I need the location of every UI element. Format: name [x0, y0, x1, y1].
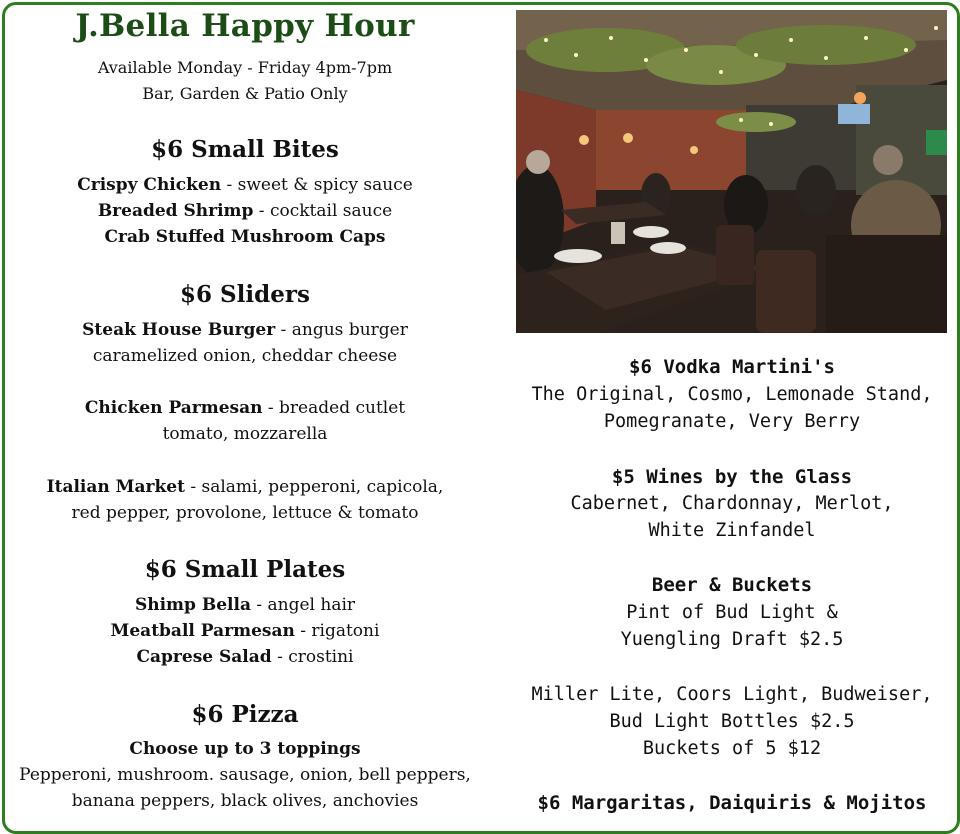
restaurant-photo	[516, 10, 947, 333]
beer-buckets: Buckets of 5 $12	[642, 738, 822, 759]
item-extra: caramelized onion, cheddar cheese	[92, 346, 398, 366]
menu-item	[0, 398, 490, 418]
item-extra: tomato, mozzarella	[162, 424, 328, 444]
availability-hours: Available Monday - Friday 4pm-7pm	[97, 58, 393, 77]
item-desc: - cocktail sauce	[253, 201, 393, 221]
menu-item	[0, 320, 490, 340]
beer-draft: Pint of Bud Light &	[626, 602, 838, 623]
item-name: Meatball Parmesan	[110, 621, 295, 641]
item-name: Shimp Bella	[134, 595, 251, 615]
item-name: Caprese Salad	[136, 647, 272, 667]
item-desc: - angel hair	[250, 595, 356, 615]
item-extra: red pepper, provolone, lettuce & tomato	[71, 503, 419, 523]
menu-item	[0, 227, 490, 247]
item-desc: - rigatoni	[294, 621, 380, 641]
menu-item	[0, 201, 490, 221]
item-desc: - salami, pepperoni, capicola,	[184, 477, 444, 497]
menu-item	[0, 595, 490, 615]
wines-heading: $5 Wines by the Glass	[611, 466, 853, 488]
item-name: Italian Market	[46, 477, 185, 497]
menu-item	[0, 477, 490, 497]
item-name: Crispy Chicken	[77, 175, 222, 195]
item-desc: - sweet & spicy sauce	[221, 175, 413, 195]
beer-heading: Beer & Buckets	[651, 574, 813, 596]
martini-list: Pomegranate, Very Berry	[603, 411, 861, 432]
martini-heading: $6 Vodka Martini's	[629, 356, 835, 378]
margaritas-heading: $6 Margaritas, Daiquiris & Mojitos	[537, 792, 927, 814]
menu-item	[0, 647, 490, 667]
small-bites-heading: $6 Small Bites	[151, 136, 339, 163]
item-name: Breaded Shrimp	[97, 201, 254, 221]
pizza-subheading: Choose up to 3 toppings	[129, 739, 361, 759]
wines-list: White Zinfandel	[648, 520, 816, 541]
item-name: Chicken Parmesan	[84, 398, 263, 418]
martini-list: The Original, Cosmo, Lemonade Stand,	[531, 384, 933, 405]
availability-location: Bar, Garden & Patio Only	[142, 84, 348, 103]
item-desc: - angus burger	[275, 320, 408, 340]
wines-list: Cabernet, Chardonnay, Merlot,	[570, 493, 894, 514]
page-title: J.Bella Happy Hour	[75, 8, 415, 44]
item-desc: - crostini	[271, 647, 354, 667]
pizza-toppings: Pepperoni, mushroom. sausage, onion, bell peppers,	[19, 765, 471, 785]
pizza-heading: $6 Pizza	[191, 701, 299, 728]
menu-item	[0, 621, 490, 641]
item-name: Crab Stuffed Mushroom Caps	[104, 227, 386, 247]
item-name: Steak House Burger	[82, 320, 276, 340]
beer-bottles: Bud Light Bottles $2.5	[609, 711, 855, 732]
pizza-toppings: banana peppers, black olives, anchovies	[71, 791, 419, 811]
beer-bottles: Miller Lite, Coors Light, Budweiser,	[531, 684, 933, 705]
item-desc: - breaded cutlet	[262, 398, 406, 418]
menu-item	[0, 175, 490, 195]
small-plates-heading: $6 Small Plates	[144, 556, 346, 583]
beer-draft: Yuengling Draft $2.5	[620, 629, 844, 650]
sliders-heading: $6 Sliders	[180, 281, 310, 308]
